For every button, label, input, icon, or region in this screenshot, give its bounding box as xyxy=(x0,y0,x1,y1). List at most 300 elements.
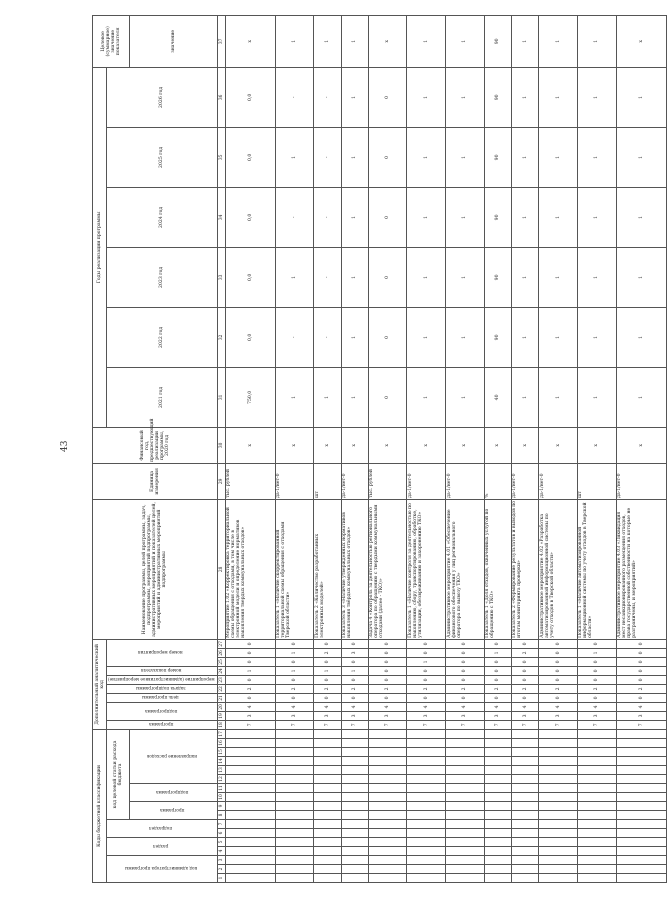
code-cell xyxy=(511,802,538,811)
code-cell xyxy=(484,757,511,766)
code-cell xyxy=(341,757,368,766)
column-number: 28 xyxy=(217,499,225,639)
code-cell: 0 xyxy=(446,648,485,657)
code-cell xyxy=(577,739,616,748)
add-code-indicator: номер показателя xyxy=(107,666,218,675)
year-value-cell: 1 xyxy=(446,307,485,367)
code-cell xyxy=(484,856,511,865)
code-cell xyxy=(616,811,666,820)
code-cell xyxy=(407,757,446,766)
code-cell xyxy=(407,793,446,802)
row-unit-cell: да-1/нет-0 xyxy=(341,463,368,499)
year-value-cell: 1 xyxy=(446,247,485,307)
year-value-cell: 1 xyxy=(275,367,314,427)
code-cell: 0 xyxy=(484,666,511,675)
code-cell xyxy=(484,793,511,802)
year-value-cell: 1 xyxy=(539,67,578,127)
code-cell xyxy=(484,802,511,811)
column-number: 32 xyxy=(217,307,225,367)
row-base-year-cell: х xyxy=(446,427,485,463)
code-cell: 7 xyxy=(314,720,341,729)
code-cell: 7 xyxy=(407,720,446,729)
year-value-cell: 0,0 xyxy=(225,307,275,367)
code-cell: 4 xyxy=(225,702,275,711)
row-base-year-cell: х xyxy=(407,427,446,463)
program-table xyxy=(92,15,667,883)
code-cell xyxy=(225,874,275,883)
code-cell: 0 xyxy=(341,639,368,648)
code-cell: 2 xyxy=(539,684,578,693)
code-cell xyxy=(539,874,578,883)
code-cell xyxy=(539,784,578,793)
table-row xyxy=(225,15,275,882)
code-cell xyxy=(314,838,341,847)
column-number: 29 xyxy=(217,463,225,499)
code-cell xyxy=(407,784,446,793)
code-cell xyxy=(275,784,314,793)
code-cell: 7 xyxy=(511,720,538,729)
code-cell: 0 xyxy=(275,639,314,648)
code-cell: 7 xyxy=(539,720,578,729)
add-code-task: задача подпрограммы xyxy=(107,684,218,693)
row-unit-cell: тыс. рублей xyxy=(225,463,275,499)
year-value-cell: - xyxy=(275,307,314,367)
admin-code-header: код администратора программы xyxy=(107,856,218,883)
column-number: 26 xyxy=(218,650,224,656)
code-cell: 0 xyxy=(484,675,511,684)
code-cell xyxy=(616,865,666,874)
column-number: 4 xyxy=(217,847,225,856)
code-cell: 0 xyxy=(225,648,275,657)
code-cell xyxy=(446,820,485,829)
code-cell xyxy=(407,766,446,775)
code-cell xyxy=(314,865,341,874)
year-value-cell: 0,0 xyxy=(225,127,275,187)
code-cell: 2 xyxy=(577,684,616,693)
additional-code-header: Дополнительный аналитический код xyxy=(93,639,107,729)
row-name-cell: Показатель 2 «Количество разработанных электронных моделей» xyxy=(314,499,341,639)
code-cell: 0 xyxy=(314,639,341,648)
row-name-cell: Показатель 1 «Наличие скорректированной территориальной схемы обращения с отходами Тверской области» xyxy=(275,499,314,639)
target-value-cell: 1 xyxy=(446,15,485,67)
code-cell xyxy=(314,784,341,793)
code-cell: 1 xyxy=(577,648,616,657)
code-cell xyxy=(341,856,368,865)
code-cell xyxy=(484,865,511,874)
code-cell: 0 xyxy=(446,693,485,702)
code-cell: 2 xyxy=(368,684,407,693)
program-table-body xyxy=(225,15,666,882)
code-cell xyxy=(484,847,511,856)
add-code-subprogram: подпрограмма xyxy=(107,702,218,720)
code-cell: 0 xyxy=(275,693,314,702)
code-cell: 3 xyxy=(511,711,538,720)
code-cell xyxy=(577,775,616,784)
code-cell: 3 xyxy=(341,711,368,720)
code-cell xyxy=(511,865,538,874)
column-number: 5 xyxy=(217,838,225,847)
code-cell: 0 xyxy=(539,639,578,648)
code-cell xyxy=(314,874,341,883)
code-cell xyxy=(225,811,275,820)
year-value-cell: 1 xyxy=(341,367,368,427)
code-cell: 0 xyxy=(511,666,538,675)
code-cell xyxy=(577,802,616,811)
row-name-cell: Показатель 1 «Наличие контроля за деятельностью по накоплению, сбору, транспортированию, обработке, утилизации, обезвреживанию и захоронению ТКО» xyxy=(407,499,446,639)
code-cell: 0 xyxy=(539,657,578,666)
code-cell xyxy=(446,748,485,757)
code-cell xyxy=(275,856,314,865)
code-cell: 0 xyxy=(511,657,538,666)
code-cell xyxy=(314,820,341,829)
table-row xyxy=(511,15,538,882)
code-cell: 2 xyxy=(446,684,485,693)
code-cell: 0 xyxy=(225,675,275,684)
column-number: 16 xyxy=(218,740,224,746)
code-cell xyxy=(616,874,666,883)
year-value-cell: 1 xyxy=(341,67,368,127)
code-cell xyxy=(539,766,578,775)
code-cell xyxy=(616,748,666,757)
year-value-cell: - xyxy=(314,247,341,307)
code-cell: 0 xyxy=(616,639,666,648)
year-value-cell: 1 xyxy=(511,187,538,247)
code-cell xyxy=(511,739,538,748)
column-number: 18 xyxy=(218,722,224,728)
code-cell: 4 xyxy=(484,702,511,711)
code-cell xyxy=(446,757,485,766)
table-row xyxy=(446,15,485,882)
code-cell: 1 xyxy=(275,666,314,675)
code-cell: 0 xyxy=(341,657,368,666)
column-number: 31 xyxy=(217,367,225,427)
code-cell xyxy=(275,865,314,874)
code-cell: 4 xyxy=(407,702,446,711)
code-cell: 2 xyxy=(407,684,446,693)
code-cell xyxy=(314,748,341,757)
code-cell: 1 xyxy=(407,657,446,666)
code-cell: 0 xyxy=(314,657,341,666)
target-item-header: код целевой статьи расхода бюджета xyxy=(107,729,130,819)
code-cell: 3 xyxy=(484,711,511,720)
year-2026-header: 2026 год xyxy=(107,67,218,127)
table-row xyxy=(368,15,407,882)
code-cell: 0 xyxy=(368,657,407,666)
budget-codes-header: Коды бюджетной классификации xyxy=(93,729,107,882)
column-number: 11 xyxy=(218,785,224,791)
column-number: 8 xyxy=(217,811,225,820)
year-value-cell: 90 xyxy=(484,67,511,127)
year-value-cell: 0 xyxy=(368,187,407,247)
year-value-cell: 1 xyxy=(407,307,446,367)
code-cell xyxy=(484,811,511,820)
column-number: 9 xyxy=(217,802,225,811)
code-cell xyxy=(407,856,446,865)
subprogram-code-header: подпрограмма xyxy=(129,784,217,802)
code-cell xyxy=(577,847,616,856)
year-value-cell: 0 xyxy=(368,367,407,427)
code-cell: 0 xyxy=(368,666,407,675)
code-cell xyxy=(368,757,407,766)
code-cell xyxy=(341,838,368,847)
code-cell xyxy=(616,847,666,856)
code-cell: 4 xyxy=(539,702,578,711)
code-cell: 7 xyxy=(225,720,275,729)
row-name-cell: Показатель 1 «Наличие автоматизированной информационной системы по учету отходов в Тверской области» xyxy=(577,499,616,639)
code-cell xyxy=(539,865,578,874)
code-cell xyxy=(275,729,314,738)
code-cell: 0 xyxy=(484,693,511,702)
year-value-cell: - xyxy=(314,187,341,247)
code-cell xyxy=(577,829,616,838)
subsection-header: подраздел xyxy=(107,820,218,838)
code-cell xyxy=(577,784,616,793)
code-cell xyxy=(225,820,275,829)
code-cell xyxy=(446,829,485,838)
code-cell xyxy=(275,829,314,838)
code-cell: 0 xyxy=(577,675,616,684)
code-cell xyxy=(341,775,368,784)
code-cell xyxy=(616,820,666,829)
code-cell xyxy=(511,874,538,883)
code-cell xyxy=(368,793,407,802)
target-value-cell: 1 xyxy=(539,15,578,67)
row-name-cell: Административное мероприятие 4.02 «Разработка автоматизированной информационной системы по учету отходов в Тверской области» xyxy=(539,499,578,639)
target-value-header: значение xyxy=(129,15,217,67)
year-value-cell: 1 xyxy=(446,67,485,127)
code-cell xyxy=(484,775,511,784)
row-base-year-cell: х xyxy=(225,427,275,463)
code-cell xyxy=(368,820,407,829)
code-cell: 0 xyxy=(539,666,578,675)
code-cell xyxy=(446,729,485,738)
year-value-cell: 1 xyxy=(577,67,616,127)
code-cell xyxy=(616,784,666,793)
add-code-activity-number: номер мероприятия xyxy=(107,639,218,666)
table-row xyxy=(577,15,616,882)
direction-code-header: направление расходов xyxy=(129,729,217,783)
code-cell xyxy=(577,766,616,775)
code-cell xyxy=(577,811,616,820)
year-value-cell: 1 xyxy=(539,367,578,427)
table-row xyxy=(484,15,511,882)
code-cell xyxy=(484,820,511,829)
table-row xyxy=(616,15,666,882)
year-value-cell: 750,0 xyxy=(225,367,275,427)
code-cell xyxy=(539,811,578,820)
year-2022-header: 2022 год xyxy=(107,307,218,367)
add-code-program: программа xyxy=(107,720,218,729)
year-value-cell: 1 xyxy=(577,127,616,187)
year-value-cell: 1 xyxy=(407,367,446,427)
code-cell xyxy=(368,865,407,874)
column-number: 14 xyxy=(218,758,224,764)
code-cell xyxy=(225,784,275,793)
row-unit-cell: да-1/нет-0 xyxy=(616,463,666,499)
code-cell xyxy=(539,757,578,766)
row-unit-cell: шт xyxy=(577,463,616,499)
code-cell xyxy=(539,775,578,784)
code-cell xyxy=(314,811,341,820)
row-name-cell: Показатель 2 «Формирование результатов и выводов по итогам мониторинга проверки» xyxy=(511,499,538,639)
code-cell xyxy=(446,811,485,820)
code-cell xyxy=(511,729,538,738)
code-cell xyxy=(446,865,485,874)
year-value-cell: 1 xyxy=(446,127,485,187)
code-cell xyxy=(341,729,368,738)
code-cell xyxy=(368,802,407,811)
code-cell xyxy=(341,784,368,793)
code-cell: 0 xyxy=(225,693,275,702)
code-cell: 2 xyxy=(341,684,368,693)
code-cell xyxy=(446,874,485,883)
year-value-cell: 1 xyxy=(511,367,538,427)
code-cell xyxy=(446,739,485,748)
code-cell: 2 xyxy=(275,684,314,693)
target-value-cell: х xyxy=(368,15,407,67)
code-cell xyxy=(275,757,314,766)
code-cell: 0 xyxy=(484,657,511,666)
code-cell xyxy=(225,856,275,865)
code-cell: 0 xyxy=(446,666,485,675)
year-value-cell: 1 xyxy=(577,187,616,247)
code-cell xyxy=(225,838,275,847)
code-cell: 1 xyxy=(225,666,275,675)
name-column-header: Наименование программы, целей программы, задач, подпрограммы, мероприятий подпрограммы, административных мероприятий и показателей целей, мероприятий и административных мероприятий подпрограммы xyxy=(93,499,218,639)
code-cell xyxy=(275,820,314,829)
row-unit-cell: да-1/нет-0 xyxy=(511,463,538,499)
code-cell xyxy=(446,775,485,784)
code-cell xyxy=(314,829,341,838)
code-cell: 4 xyxy=(314,702,341,711)
target-value-cell: 1 xyxy=(314,15,341,67)
code-cell xyxy=(341,847,368,856)
code-cell xyxy=(511,793,538,802)
year-value-cell: 1 xyxy=(539,307,578,367)
code-cell xyxy=(577,874,616,883)
year-value-cell: 0 xyxy=(368,307,407,367)
code-cell: 0 xyxy=(225,657,275,666)
row-name-cell: Задача 4 «Контроль за деятельностью регионального оператора по обращению с твердыми коммунальными отходами (далее - ТКО)» xyxy=(368,499,407,639)
target-value-cell: х xyxy=(225,15,275,67)
code-cell: 2 xyxy=(511,684,538,693)
target-column-header: Целевое (суммарное) значение показателя xyxy=(93,15,130,67)
code-cell: 4 xyxy=(616,702,666,711)
code-cell: 0 xyxy=(616,675,666,684)
code-cell xyxy=(275,766,314,775)
code-cell xyxy=(368,775,407,784)
target-value-cell: 90 xyxy=(484,15,511,67)
code-cell xyxy=(368,811,407,820)
code-cell xyxy=(368,748,407,757)
code-cell: 0 xyxy=(225,639,275,648)
code-cell xyxy=(275,739,314,748)
code-cell xyxy=(341,811,368,820)
code-cell: 7 xyxy=(341,720,368,729)
section-header: раздел xyxy=(107,838,218,856)
code-cell xyxy=(511,838,538,847)
code-cell xyxy=(511,784,538,793)
code-cell xyxy=(616,739,666,748)
code-cell xyxy=(616,766,666,775)
table-row xyxy=(341,15,368,882)
column-number: 13 xyxy=(218,767,224,773)
code-cell xyxy=(314,729,341,738)
column-number: 15 xyxy=(218,749,224,755)
code-cell xyxy=(341,802,368,811)
code-cell: 1 xyxy=(275,648,314,657)
code-cell xyxy=(446,766,485,775)
code-cell xyxy=(368,739,407,748)
row-base-year-cell: х xyxy=(275,427,314,463)
year-value-cell: 1 xyxy=(539,247,578,307)
code-cell xyxy=(539,820,578,829)
target-value-cell: х xyxy=(616,15,666,67)
code-cell xyxy=(368,829,407,838)
code-cell: 4 xyxy=(368,702,407,711)
code-cell xyxy=(616,793,666,802)
year-value-cell: 0,0 xyxy=(225,67,275,127)
year-value-cell: 1 xyxy=(539,187,578,247)
code-cell: 4 xyxy=(341,702,368,711)
year-value-cell: 90 xyxy=(484,127,511,187)
year-value-cell: 1 xyxy=(616,67,666,127)
code-cell xyxy=(341,874,368,883)
code-cell: 2 xyxy=(314,684,341,693)
page-number: 43 xyxy=(60,440,70,452)
year-value-cell: 90 xyxy=(484,247,511,307)
code-cell xyxy=(341,820,368,829)
code-cell xyxy=(484,739,511,748)
year-2023-header: 2023 год xyxy=(107,247,218,307)
column-number: 21 xyxy=(218,695,224,701)
code-cell: 3 xyxy=(368,711,407,720)
code-cell xyxy=(314,766,341,775)
code-cell: 7 xyxy=(275,720,314,729)
year-value-cell: 1 xyxy=(341,187,368,247)
row-base-year-cell: х xyxy=(511,427,538,463)
year-value-cell: 0 xyxy=(368,247,407,307)
row-base-year-cell: х xyxy=(368,427,407,463)
column-number: 7 xyxy=(217,820,225,829)
code-cell xyxy=(314,775,341,784)
code-cell xyxy=(225,757,275,766)
column-number: 30 xyxy=(217,427,225,463)
code-cell: 3 xyxy=(539,711,578,720)
row-unit-cell: % xyxy=(484,463,511,499)
code-cell: 3 xyxy=(407,711,446,720)
column-number: 25 xyxy=(218,659,224,665)
code-cell: 0 xyxy=(368,675,407,684)
code-cell xyxy=(275,874,314,883)
column-number: 34 xyxy=(217,187,225,247)
year-value-cell: 1 xyxy=(539,127,578,187)
code-cell xyxy=(407,838,446,847)
unit-column-header: Единица измерения xyxy=(93,463,218,499)
code-cell xyxy=(539,856,578,865)
year-value-cell: 0,0 xyxy=(225,247,275,307)
code-cell: 0 xyxy=(446,675,485,684)
code-cell xyxy=(511,829,538,838)
year-value-cell: 1 xyxy=(577,247,616,307)
row-base-year-cell: х xyxy=(314,427,341,463)
code-cell xyxy=(484,874,511,883)
year-2024-header: 2024 год xyxy=(107,187,218,247)
code-cell: 0 xyxy=(446,639,485,648)
code-cell xyxy=(314,802,341,811)
year-2021-header: 2021 год xyxy=(107,367,218,427)
code-cell xyxy=(616,757,666,766)
